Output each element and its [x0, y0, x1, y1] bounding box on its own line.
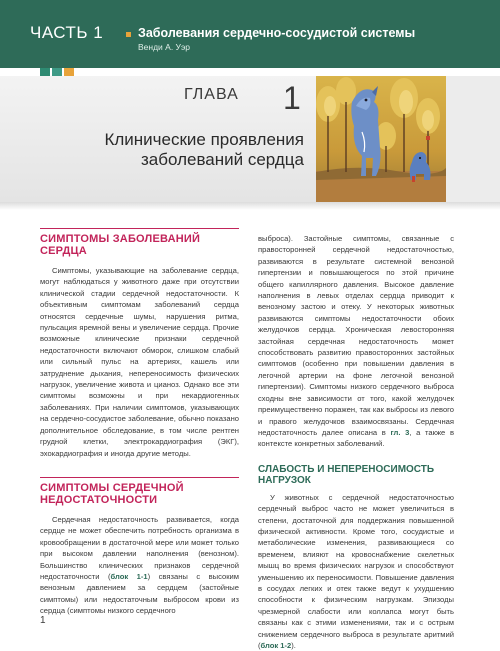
- section-divider: [40, 477, 239, 478]
- text-run: выброса). Застойные симптомы, связанные с правосторонней сердечной недостаточностью, развиваются в результате системной венозной гипертензии и повышающегося по этой причине общего капиллярного давления. Высокое давление наполнения в левых отделах сердца приводит к венозному застою и отеку. У некоторых животных развиваются симптомы недостаточности обоих желудочков сердца. Хроническая левосторонняя застойная сердечная недостаточность может способствовать развитию правосторонних застойных симптомов (особенно при повышении давления в легочной артерии на фоне легочной венозной гипертензии). Симптомы низкого сердечного выброса сходны вне зависимости от того, какой желудочек преимущественно поражен, так как выбросы из левого и правого желудочков взаимосвязаны. Сердечная недостаточность далее описана в: [258, 234, 454, 437]
- heading-line: СЛАБОСТЬ И НЕПЕРЕНОСИМОСТЬ: [258, 463, 435, 475]
- decor-square-icon: [40, 68, 50, 76]
- chapter-number: 1: [283, 80, 301, 116]
- right-column: [258, 233, 454, 651]
- heading-line: НЕДОСТАТОЧНОСТИ: [40, 493, 158, 506]
- text-run: У животных с сердечной недостаточностью сердечный выброс часто не может увеличиться в степени, достаточной для поддержания повышенной физической активности. Кроме того, сосудистые и метаболические изменения, развивающиеся со временем, влияют на кровоснабжение скелетных мышц во время физических нагрузок и способствуют уменьшению их переносимости. Повышение давления в сосудах легких и отек также ведут к ухудшению способности к физическим нагрузкам. Эпизоды чрезмерной слабости или коллапса могут быть связаны как с этими изменениями, так и с острым снижением сердечного выброса в результате аритмий (: [258, 492, 454, 650]
- heading-line: СЕРДЦА: [40, 245, 87, 257]
- decor-square-icon: [52, 68, 62, 76]
- paragraph: [258, 233, 454, 450]
- section-divider: [40, 228, 239, 229]
- cross-reference-link[interactable]: блок 1-1: [110, 571, 148, 581]
- part-label: ЧАСТЬ 1: [30, 23, 104, 42]
- chapter-title: [44, 130, 304, 170]
- text-run: , а также в контексте конкретных заболеваний.: [258, 427, 454, 449]
- chapter-title-line: заболеваний сердца: [141, 150, 304, 169]
- band-shadow: [0, 202, 500, 210]
- chapter-band-right: [446, 76, 500, 202]
- chapter-illustration: [316, 76, 446, 202]
- chapter-title-line: Клинические проявления: [104, 130, 304, 149]
- section-heading-heart-symptoms: [40, 233, 239, 257]
- paragraph: [40, 514, 239, 617]
- text-run: Сердечная недостаточность развивается, когда сердце не может обеспечить потребность организма в кровообращении в достаточной мере или может только при высоком давлении наполнения (венозном). Большинство клинических признаков сердечной недостаточности (: [40, 514, 239, 581]
- text-run: ).: [291, 641, 296, 650]
- decor-square-icon: [64, 68, 74, 76]
- section-heading-heart-failure: [40, 482, 239, 506]
- part-author: Венди А. Уэр: [138, 42, 191, 52]
- paragraph: Симптомы, указывающие на заболевание сердца, могут наблюдаться у животного даже при отсутствии клинической стадии сердечной недостаточности. К объективным симптомам заболеваний сердца относятся сердечные шумы, нарушения ритма, пульсация яремной вены и увеличение сердца. Прочие возможные клинические признаки сердечной недостаточности включают обморок, слишком слабый или сильный пульс на артериях, кашель или затруднение дыхания, непереносимость физических нагрузок, увеличение живота и цианоз. Однако все эти симптомы возможны и при некардиогенных заболеваниях. При наличии симптомов, указывающих на сердечно-сосудистое заболевание, обычно показано дополнительное обследование, в том числе рентген грудной клетки, электрокардиография (ЭКГ), эхокардиография и иногда другие методы.: [40, 266, 239, 458]
- cross-reference-link[interactable]: гл. 3: [390, 427, 410, 437]
- section-heading-weakness: [258, 464, 454, 486]
- dogs-painting-image: [316, 76, 446, 202]
- text-run: ) связаны с высоким венозным давлением за сердцем (застойные симптомы) или недостаточным выбросом крови из сердца (симптомы низкого сердечного: [40, 571, 239, 616]
- page-number: 1: [40, 615, 46, 626]
- bullet-square-icon: [126, 32, 131, 37]
- heading-line: НАГРУЗОК: [258, 474, 311, 486]
- chapter-word: ГЛАВА: [184, 86, 239, 103]
- part-header-bar: [0, 0, 500, 68]
- heading-line: СИМПТОМЫ СЕРДЕЧНОЙ: [40, 481, 184, 494]
- cross-reference-link[interactable]: блок 1-2: [260, 641, 292, 650]
- part-title: Заболевания сердечно-сосудистой системы: [138, 26, 416, 40]
- left-column: [40, 228, 239, 617]
- heading-line: СИМПТОМЫ ЗАБОЛЕВАНИЙ: [40, 233, 201, 245]
- paragraph: [258, 492, 454, 651]
